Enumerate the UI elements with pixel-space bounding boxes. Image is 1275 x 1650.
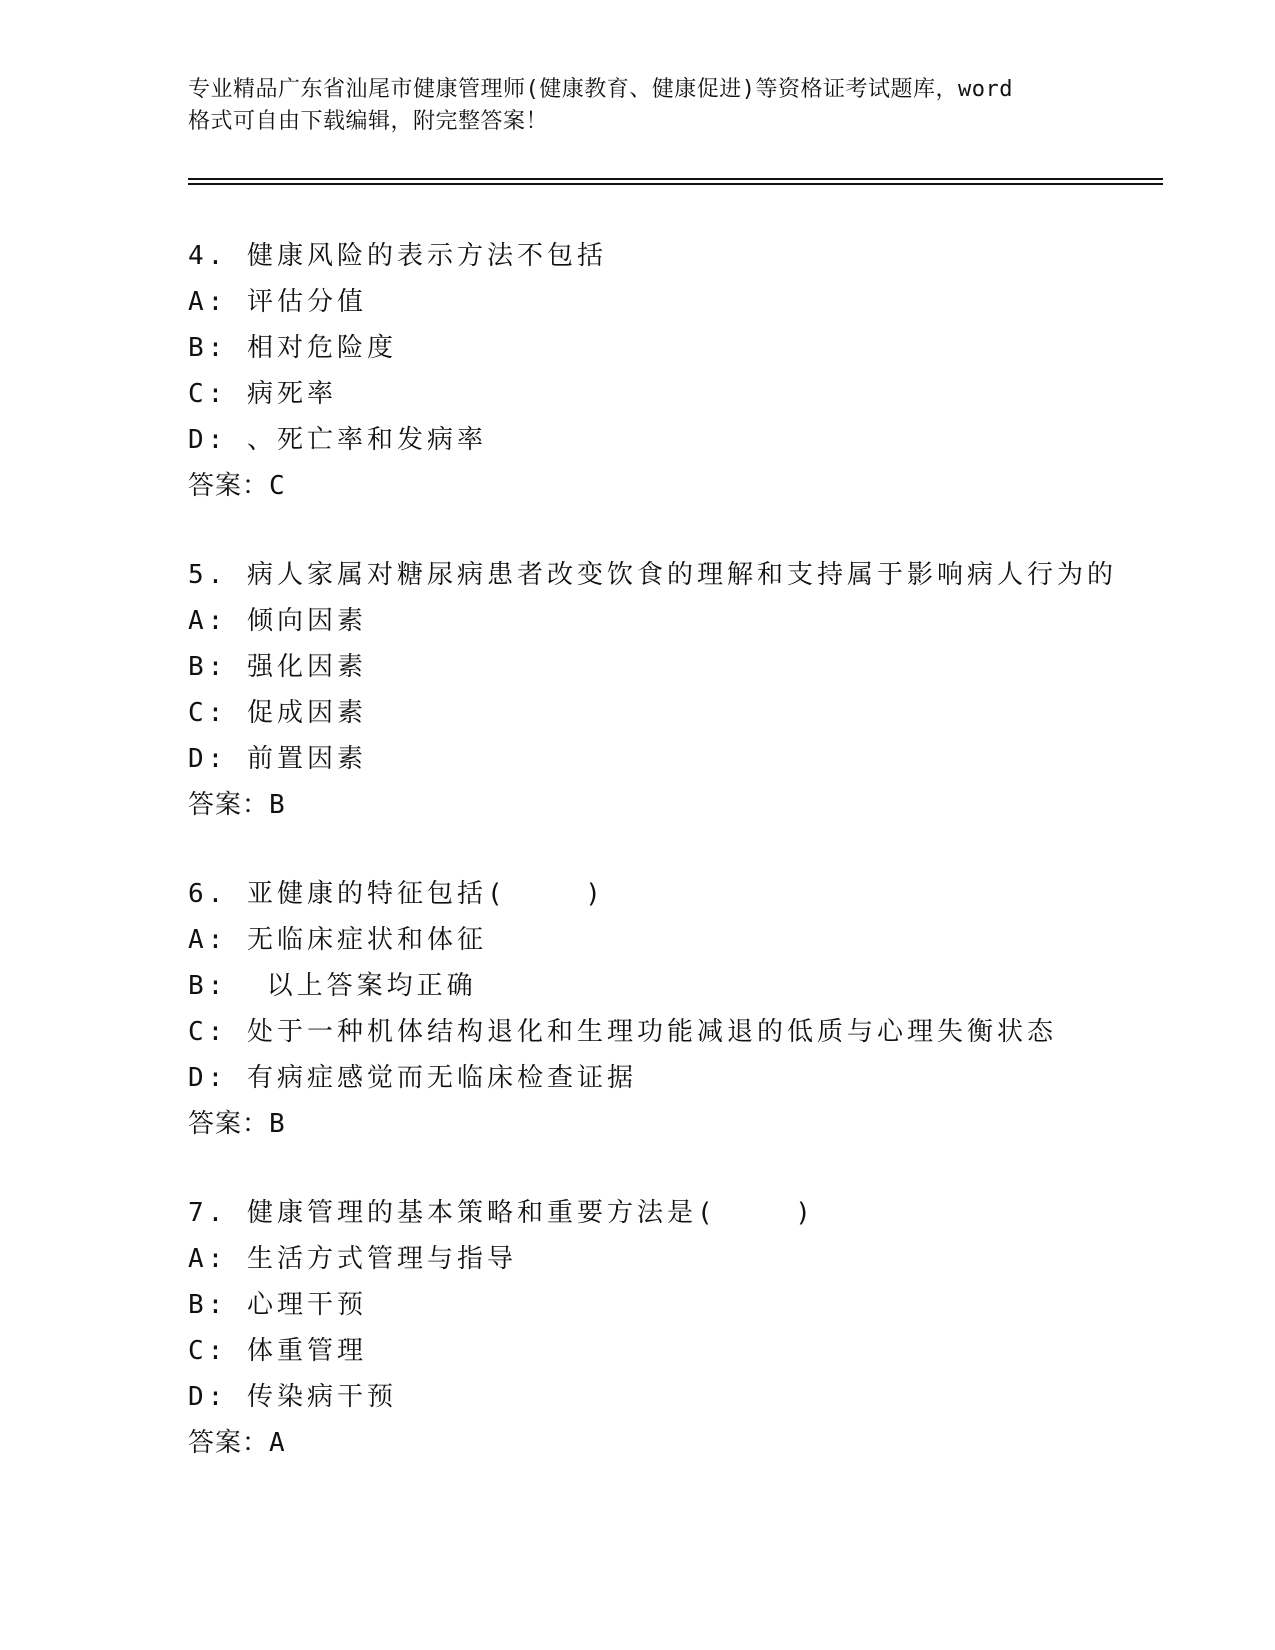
question-stem: 7. 健康管理的基本策略和重要方法是( )	[188, 1198, 815, 1228]
question-6	[188, 871, 1188, 1147]
option-a: A: 倾向因素	[188, 606, 367, 636]
answer-label: 答案：	[188, 790, 270, 820]
option-a: A: 无临床症状和体征	[188, 925, 487, 955]
question-4	[188, 233, 1188, 509]
answer-value: A	[269, 1428, 285, 1458]
option-a: A: 生活方式管理与指导	[188, 1244, 517, 1274]
header-line-1: 专业精品广东省汕尾市健康管理师(健康教育、健康促进)等资格证考试题库，word	[188, 77, 1013, 102]
header-divider-top	[188, 178, 1163, 180]
question-7	[188, 1190, 1188, 1466]
answer-label: 答案：	[188, 471, 270, 501]
answer-line	[188, 1420, 1188, 1466]
question-5	[188, 552, 1188, 828]
option-c: C: 体重管理	[188, 1336, 367, 1366]
option-b: B: 强化因素	[188, 652, 367, 682]
answer-label: 答案：	[188, 1428, 270, 1458]
option-c: C: 处于一种机体结构退化和生理功能减退的低质与心理失衡状态	[188, 1017, 1057, 1047]
option-b: B: 心理干预	[188, 1290, 367, 1320]
answer-line	[188, 782, 1188, 828]
option-c: C: 促成因素	[188, 698, 367, 728]
question-stem: 6. 亚健康的特征包括( )	[188, 879, 605, 909]
answer-value: B	[269, 790, 285, 820]
answer-label: 答案：	[188, 1109, 270, 1139]
header-line-2: 格式可自由下载编辑，附完整答案！	[188, 109, 549, 134]
option-b: B: 相对危险度	[188, 333, 397, 363]
option-d: D: 前置因素	[188, 744, 367, 774]
document-header	[188, 74, 1088, 138]
option-c: C: 病死率	[188, 379, 337, 409]
header-divider-bottom	[188, 183, 1163, 185]
answer-line	[188, 463, 1188, 509]
answer-value: B	[269, 1109, 285, 1139]
option-d: D: 有病症感觉而无临床检查证据	[188, 1063, 637, 1093]
answer-value: C	[269, 471, 285, 501]
question-stem: 5. 病人家属对糖尿病患者改变饮食的理解和支持属于影响病人行为的	[188, 560, 1117, 590]
answer-line	[188, 1101, 1188, 1147]
question-stem: 4. 健康风险的表示方法不包括	[188, 241, 607, 271]
option-a: A: 评估分值	[188, 287, 367, 317]
option-d: D: 、死亡率和发病率	[188, 425, 487, 455]
option-b: B: 以上答案均正确	[188, 971, 477, 1001]
option-d: D: 传染病干预	[188, 1382, 397, 1412]
